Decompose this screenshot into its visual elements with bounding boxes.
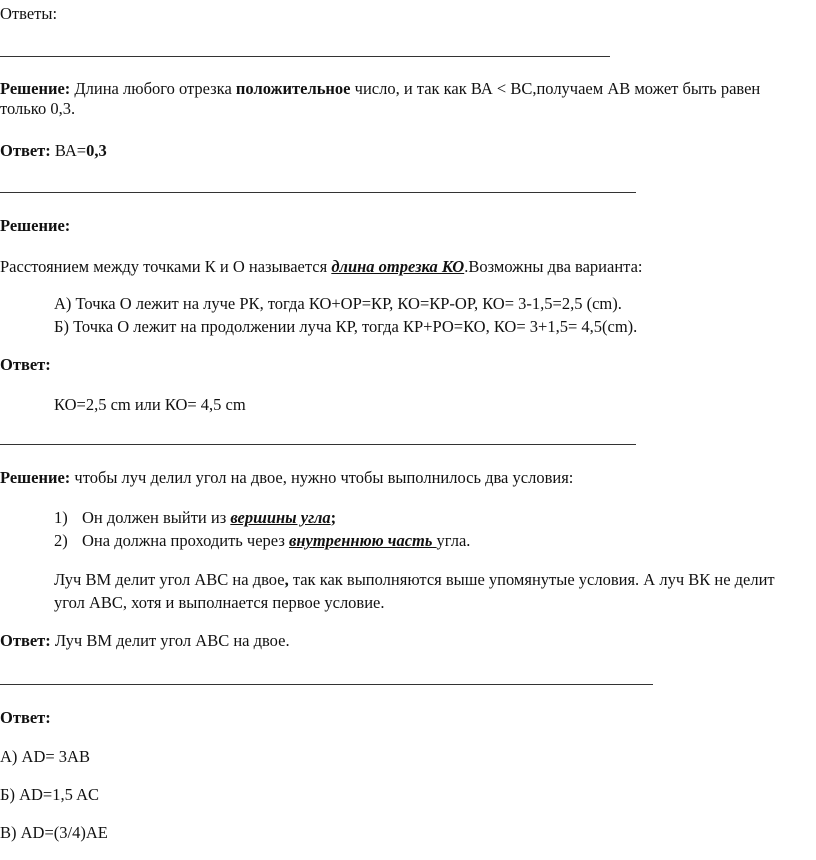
text: Она должна проходить через: [82, 531, 289, 550]
text: ;: [330, 508, 337, 527]
term-interior: внутреннюю часть: [288, 531, 437, 550]
text: число, и так как ВА < ВС,получаем АВ может быть равен: [350, 79, 761, 98]
answer-2-label: [0, 355, 51, 375]
list-number: 1): [54, 508, 68, 527]
text: Расстоянием между точками К и О называется: [0, 257, 332, 276]
solution-3-intro: [0, 468, 573, 488]
divider: [0, 684, 653, 685]
answer-value: 0,3: [86, 141, 107, 160]
answer-1: [0, 141, 107, 161]
solution-2-label: [0, 216, 70, 236]
text: Длина любого отрезка: [70, 79, 236, 98]
term-angle-vertex: вершины угла: [230, 508, 331, 527]
conclusion-line-2: угол АВС, хотя и выполнается первое условие.: [54, 593, 385, 612]
divider: [0, 444, 636, 445]
list-number: 2): [54, 531, 68, 550]
solution-label: Решение:: [0, 468, 71, 487]
answer-label: Ответ:: [0, 141, 51, 160]
divider: [0, 56, 610, 57]
divider: [0, 192, 636, 193]
solution-1-line-2: только 0,3.: [0, 99, 76, 118]
answer-4-b: Б) AD=1,5 AC: [0, 785, 99, 804]
text: так как выполняются выше упомянутые условия. А луч ВК не делит: [288, 570, 775, 589]
solution-label: Решение:: [0, 79, 71, 98]
answer-4-c: В) AD=(3/4)AE: [0, 823, 108, 842]
variant-a: А) Точка О лежит на луче РК, тогда КО+ОР=КР, КО=КР-ОР, КО= 3-1,5=2,5 (cm).: [54, 294, 622, 313]
condition-2: [54, 531, 470, 551]
text: Луч ВМ делит угол АВС на двое.: [50, 631, 290, 650]
answer-4-label: [0, 708, 51, 728]
bold-term: положительное: [235, 79, 351, 98]
solution-2-intro: [0, 257, 642, 277]
answer-label: Ответ:: [0, 708, 51, 727]
text: ВА=: [50, 141, 87, 160]
header-title: Ответы:: [0, 4, 58, 23]
solution-1-line-1: [0, 79, 760, 99]
answer-4-a: А) AD= 3AB: [0, 747, 90, 766]
variant-b: Б) Точка О лежит на продолжении луча КР, тогда КР+РО=КО, КО= 3+1,5= 4,5(cm).: [54, 317, 638, 336]
text: чтобы луч делил угол на двое, нужно чтобы выполнилось два условия:: [70, 468, 574, 487]
answer-label: Ответ:: [0, 355, 51, 374]
term-segment-length: длина отрезка КО: [331, 257, 465, 276]
answer-2: КО=2,5 cm или КО= 4,5 cm: [54, 395, 246, 414]
text: угла.: [436, 531, 471, 550]
answer-label: Ответ:: [0, 631, 51, 650]
text: Луч ВМ делит угол АВС на двое: [54, 570, 285, 589]
conclusion-line-1: [54, 570, 775, 590]
answer-3: [0, 631, 290, 651]
text: ,: [284, 570, 289, 589]
text: .Возможны два варианта:: [464, 257, 643, 276]
solution-label: Решение:: [0, 216, 71, 235]
condition-1: [54, 508, 336, 528]
text: Он должен выйти из: [82, 508, 231, 527]
